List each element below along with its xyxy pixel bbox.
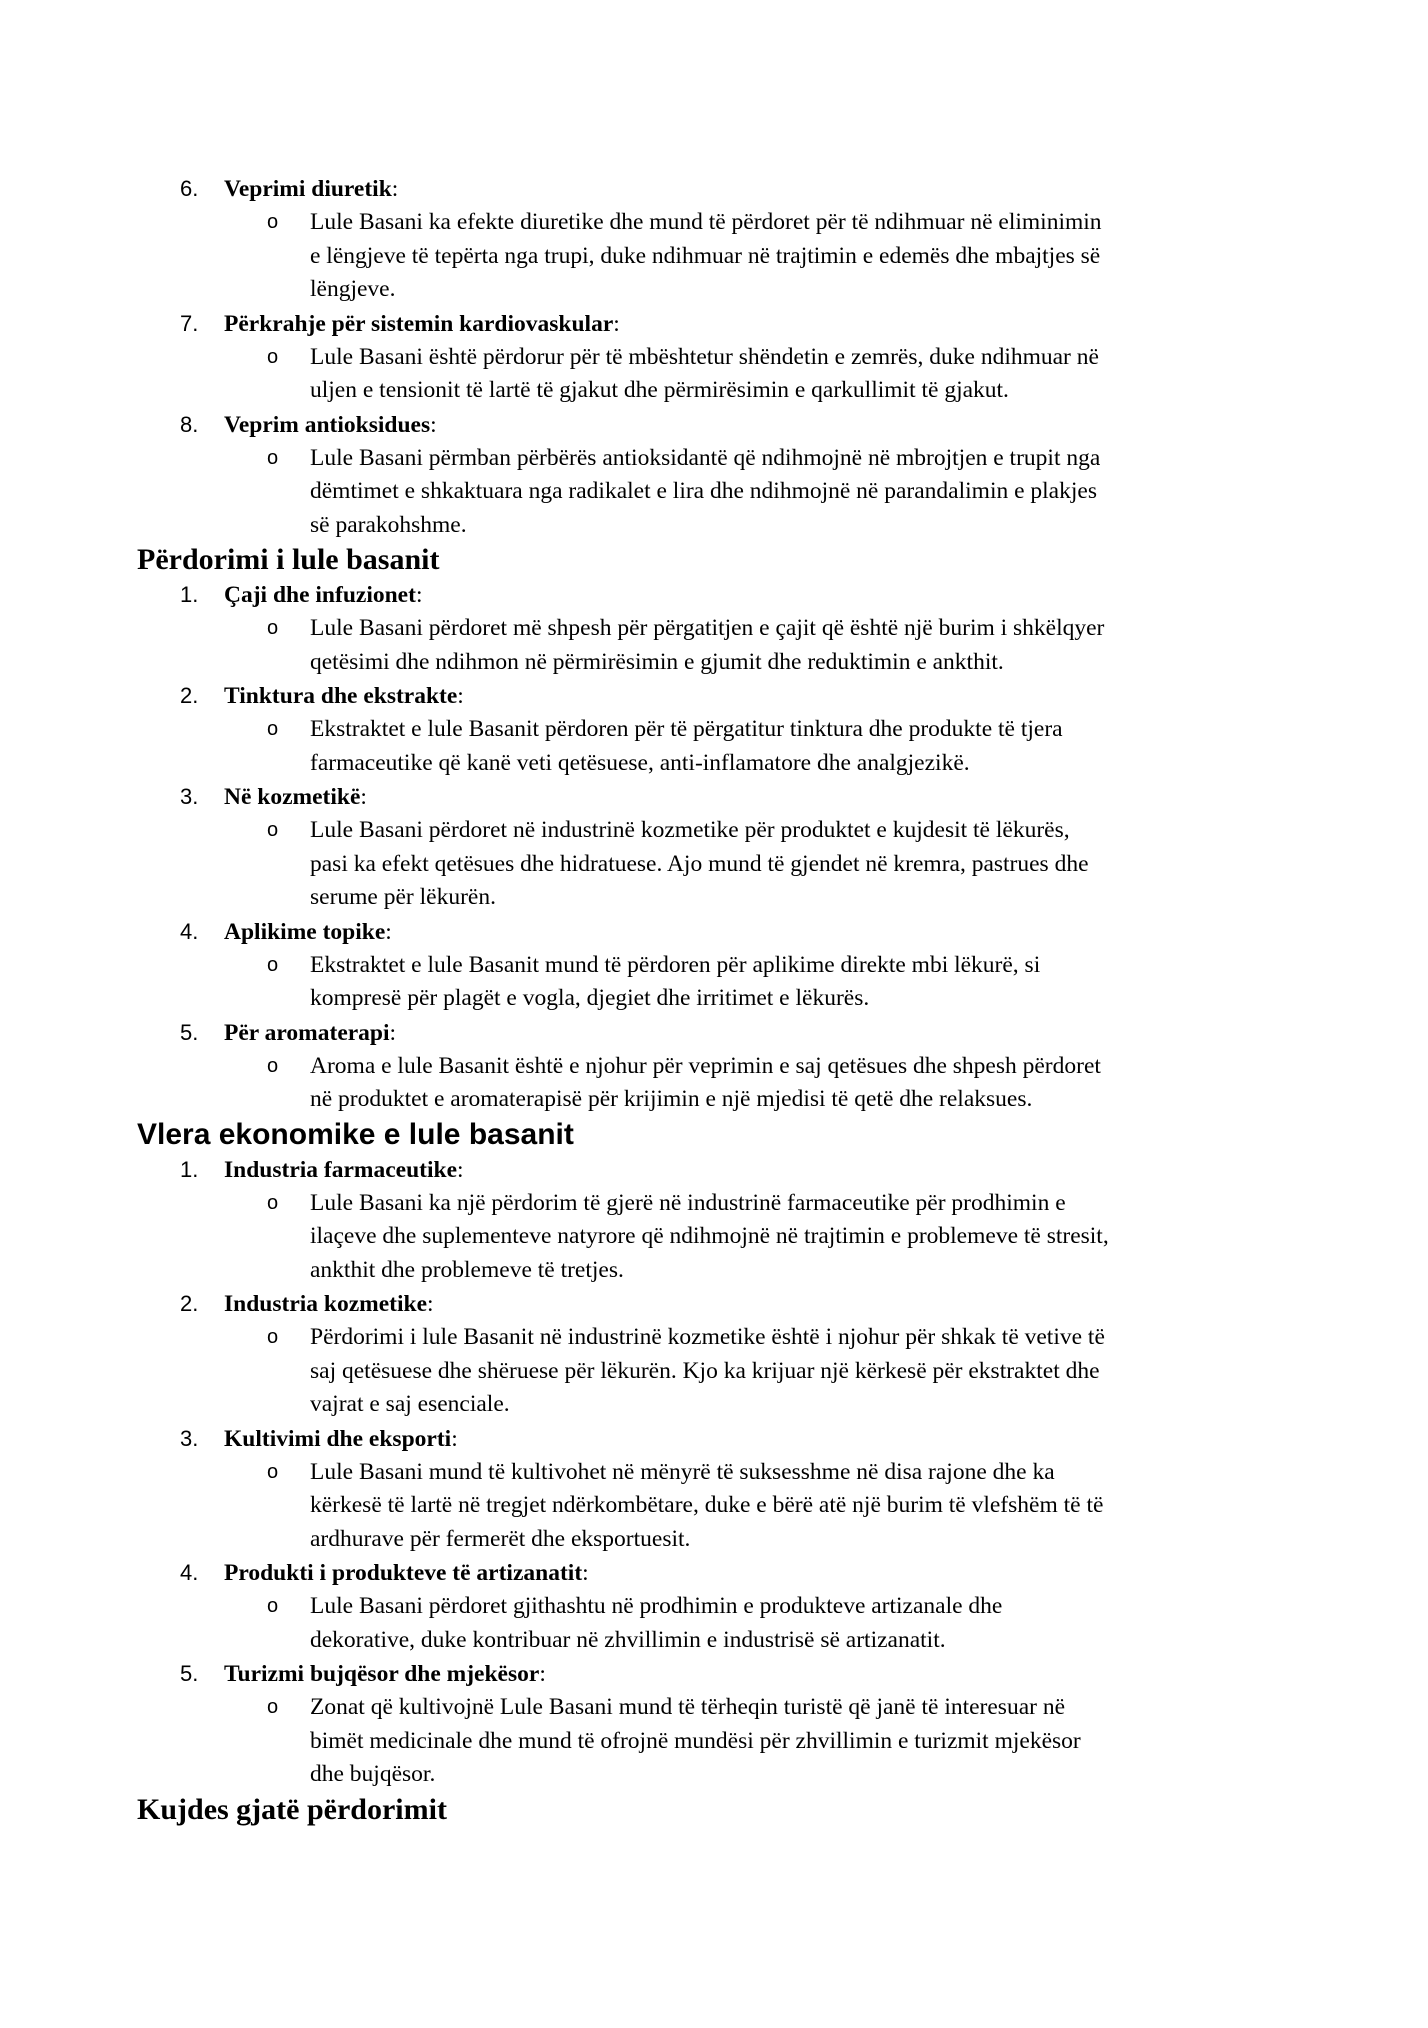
list-item-heading: 5. Turizmi bujqësor dhe mjekësor: (137, 1657, 1297, 1691)
sub-bullet (137, 1050, 1297, 1117)
sub-bullet (137, 1187, 1297, 1288)
paragraph-line: kërkesë të lartë në tregjet ndërkombëtare, duke e bërë atë një burim të vlefshëm të të (310, 1492, 1104, 1518)
bullet-marker: o (267, 617, 279, 639)
list-item (137, 1287, 1297, 1422)
section-heading: Kujdes gjatë përdorimit (137, 1792, 447, 1826)
sub-bullet (137, 442, 1297, 543)
sub-bullet (137, 612, 1297, 679)
list-item-title-text: Çaji dhe infuzionet (224, 582, 416, 608)
paragraph-line: Lule Basani përdoret gjithashtu në prodhimin e produkteve artizanale dhe (310, 1593, 1003, 1619)
paragraph-line: e lëngjeve të tepërta nga trupi, duke ndihmuar në trajtimin e edemës dhe mbajtjes së (310, 242, 1101, 269)
paragraph-line: bimët medicinale dhe mund të ofrojnë mundësi për zhvillimin e turizmit mjekësor (310, 1727, 1081, 1754)
paragraph-line: Lule Basani përdoret në industrinë kozmetike për produktet e kujdesit të lëkurës, (310, 817, 1070, 843)
paragraph-line: lëngjeve. (310, 276, 396, 302)
bullet-marker: o (267, 446, 279, 469)
list-item-heading: 5. Për aromaterapi: (137, 1016, 1297, 1050)
list-item-heading: 3. Kultivimi dhe eksporti: (137, 1422, 1297, 1456)
list-item-title-text: Në kozmetikë (224, 784, 361, 810)
paragraph-line: pasi ka efekt qetësues dhe hidratuese. Ajo mund të gjendet në kremra, pastrues dhe (310, 850, 1089, 877)
bullet-marker: o (267, 718, 279, 740)
list-item (137, 1422, 1297, 1557)
paragraph-line: uljen e tensionit të lartë të gjakut dhe përmirësimin e qarkullimit të gjakut. (310, 377, 1009, 403)
list-item-title-suffix: : (360, 784, 367, 810)
paragraph-line: ilaçeve dhe suplementeve natyrore që ndihmojnë në trajtimin e problemeve të stresit, (310, 1223, 1109, 1249)
list-item-title-text: Kultivimi dhe eksporti (224, 1425, 452, 1452)
list-item (137, 1153, 1297, 1288)
list-item (137, 172, 1297, 307)
sub-bullet (137, 1456, 1297, 1557)
list-item-title (224, 307, 620, 341)
bullet-marker: o (267, 211, 279, 233)
bullet-marker: o (267, 953, 279, 976)
bullet-marker: o (267, 1696, 279, 1718)
bullet-marker: o (267, 1326, 279, 1348)
list-item (137, 780, 1297, 915)
section-heading: Përdorimi i lule basanit (137, 543, 440, 576)
list-item-title-suffix: : (389, 1019, 397, 1046)
list-item-title-text: Industria farmaceutike (224, 1156, 458, 1183)
paragraph-line: ardhurave për fermerët dhe eksportuesit. (310, 1525, 691, 1552)
sub-bullet (137, 814, 1297, 915)
bullet-marker: o (267, 345, 279, 368)
document-body (137, 172, 1297, 1828)
list-item (137, 679, 1297, 780)
list-item-title-text: Veprim antioksidues (224, 411, 431, 438)
list-item-title (224, 578, 422, 612)
paragraph-line: Lule Basani mund të kultivohet në mënyrë të suksesshme në disa rajone dhe ka (310, 1458, 1055, 1485)
list-item-heading: 1. Industria farmaceutike: (137, 1153, 1297, 1187)
paragraph-line: Ekstraktet e lule Basanit përdoren për të përgatitur tinktura dhe produkte të tjera (310, 716, 1063, 742)
list-item-title-suffix: : (391, 176, 399, 202)
bullet-marker: o (267, 1191, 279, 1214)
list-item-title (224, 172, 398, 206)
list-item-heading: 4. Aplikime topike: (137, 915, 1297, 949)
list-item-title-suffix: : (582, 1560, 589, 1586)
list-item-heading: 2. Tinktura dhe ekstrakte: (137, 679, 1297, 713)
list-item-title-suffix: : (415, 582, 423, 608)
paragraph-line: qetësimi dhe ndihmon në përmirësimin e gjumit dhe reduktimin e ankthit. (310, 648, 1004, 675)
list-item-heading: 2. Industria kozmetike: (137, 1287, 1297, 1321)
list-item-title-suffix: : (539, 1661, 546, 1687)
paragraph-line: Lule Basani përmban përbërës antioksidantë që ndihmojnë në mbrojtjen e trupit nga (310, 444, 1101, 471)
list-item-title-text: Tinktura dhe ekstrakte (224, 683, 458, 709)
list-item (137, 408, 1297, 543)
sub-bullet (137, 713, 1297, 780)
list-item (137, 578, 1297, 679)
section-heading: Vlera ekonomike e lule basanit (137, 1117, 574, 1151)
paragraph-line: farmaceutike që kanë veti qetësuese, anti-inflamatore dhe analgjezikë. (310, 749, 970, 776)
list-item-heading: 1. Çaji dhe infuzionet: (137, 578, 1297, 612)
list-item-title-text: Industria kozmetike (224, 1291, 428, 1317)
paragraph-line: Zonat që kultivojnë Lule Basani mund të tërheqin turistë që janë të interesuar në (310, 1694, 1066, 1720)
paragraph-line: saj qetësuese dhe shëruese për lëkurën. Kjo ka krijuar një kërkesë për ekstraktet dhe (310, 1357, 1100, 1384)
list-item-title (224, 679, 464, 713)
list-item-title-suffix: : (385, 918, 392, 945)
list-item-title-suffix: : (427, 1291, 434, 1317)
paragraph-line: Lule Basani është përdorur për të mbështetur shëndetin e zemrës, duke ndihmuar në (310, 343, 1099, 370)
paragraph-line: dëmtimet e shkaktuara nga radikalet e lira dhe ndihmojnë në parandalimin e plakjes (310, 478, 1097, 504)
list-item (137, 1556, 1297, 1657)
list-item-title (224, 1153, 464, 1187)
list-item-title-text: Përkrahje për sistemin kardiovaskular (224, 310, 614, 337)
list-item-heading: 4. Produkti i produkteve të artizanatit: (137, 1556, 1297, 1590)
list-item-title-suffix: : (430, 411, 437, 438)
list-item-heading: 3. Në kozmetikë: (137, 780, 1297, 814)
sub-bullet (137, 1691, 1297, 1792)
paragraph-line: kompresë për plagët e vogla, djegiet dhe irritimet e lëkurës. (310, 985, 870, 1011)
list-item-title-text: Veprimi diuretik (224, 176, 392, 202)
list-item (137, 1016, 1297, 1117)
list-item-title-suffix: : (457, 683, 464, 709)
list-item (137, 915, 1297, 1016)
bullet-marker: o (267, 1054, 279, 1077)
paragraph-line: Ekstraktet e lule Basanit mund të përdoren për aplikime direkte mbi lëkurë, si (310, 951, 1041, 978)
list-item (137, 1657, 1297, 1792)
list-item-title (224, 780, 367, 814)
list-item-title (224, 408, 437, 442)
paragraph-line: serume për lëkurën. (310, 884, 496, 910)
paragraph-line: Lule Basani ka një përdorim të gjerë në industrinë farmaceutike për prodhimin e (310, 1189, 1066, 1216)
sub-bullet (137, 1321, 1297, 1422)
list-item-title-text: Aplikime topike (224, 918, 386, 945)
list-item-title (224, 1422, 458, 1456)
paragraph-line: Aroma e lule Basanit është e njohur për veprimin e saj qetësues dhe shpesh përdoret (310, 1052, 1101, 1079)
paragraph-line: në produktet e aromaterapisë për krijimin e një mjedisi të qetë dhe relaksues. (310, 1086, 1033, 1112)
paragraph-line: vajrat e saj esenciale. (310, 1391, 510, 1417)
paragraph-line: Lule Basani ka efekte diuretike dhe mund të përdoret për të ndihmuar në eliminimin (310, 209, 1102, 235)
list-item-title-suffix: : (451, 1425, 458, 1452)
bullet-marker: o (267, 1595, 279, 1617)
paragraph-line: ankthit dhe problemeve të tretjes. (310, 1256, 624, 1283)
list-item-title-text: Turizmi bujqësor dhe mjekësor (224, 1661, 540, 1687)
list-item-heading: 8. Veprim antioksidues: (137, 408, 1297, 442)
sub-bullet (137, 949, 1297, 1016)
list-item (137, 307, 1297, 408)
sub-bullet (137, 1590, 1297, 1657)
bullet-marker: o (267, 1460, 279, 1483)
list-item-title-text: Produkti i produkteve të artizanatit (224, 1560, 583, 1586)
paragraph-line: dhe bujqësor. (310, 1761, 436, 1787)
list-item-title (224, 915, 392, 949)
list-item-title-suffix: : (613, 310, 620, 337)
list-item-title (224, 1016, 396, 1050)
paragraph-line: Lule Basani përdoret më shpesh për përgatitjen e çajit që është një burim i shkëlqyer (310, 615, 1105, 641)
paragraph-line: Përdorimi i lule Basanit në industrinë kozmetike është i njohur për shkak të vetive të (310, 1324, 1105, 1350)
list-item-title-text: Për aromaterapi (224, 1019, 390, 1046)
list-item-heading: 7. Përkrahje për sistemin kardiovaskular: (137, 307, 1297, 341)
sub-bullet (137, 206, 1297, 307)
sub-bullet (137, 341, 1297, 408)
list-item-heading: 6. Veprimi diuretik: (137, 172, 1297, 206)
bullet-marker: o (267, 819, 279, 841)
list-item-title (224, 1287, 434, 1321)
paragraph-line: së parakohshme. (310, 511, 467, 538)
paragraph-line: dekorative, duke kontribuar në zhvillimin e industrisë së artizanatit. (310, 1626, 946, 1653)
list-item-title (224, 1657, 546, 1691)
list-item-title (224, 1556, 589, 1590)
list-item-title-suffix: : (457, 1156, 464, 1183)
